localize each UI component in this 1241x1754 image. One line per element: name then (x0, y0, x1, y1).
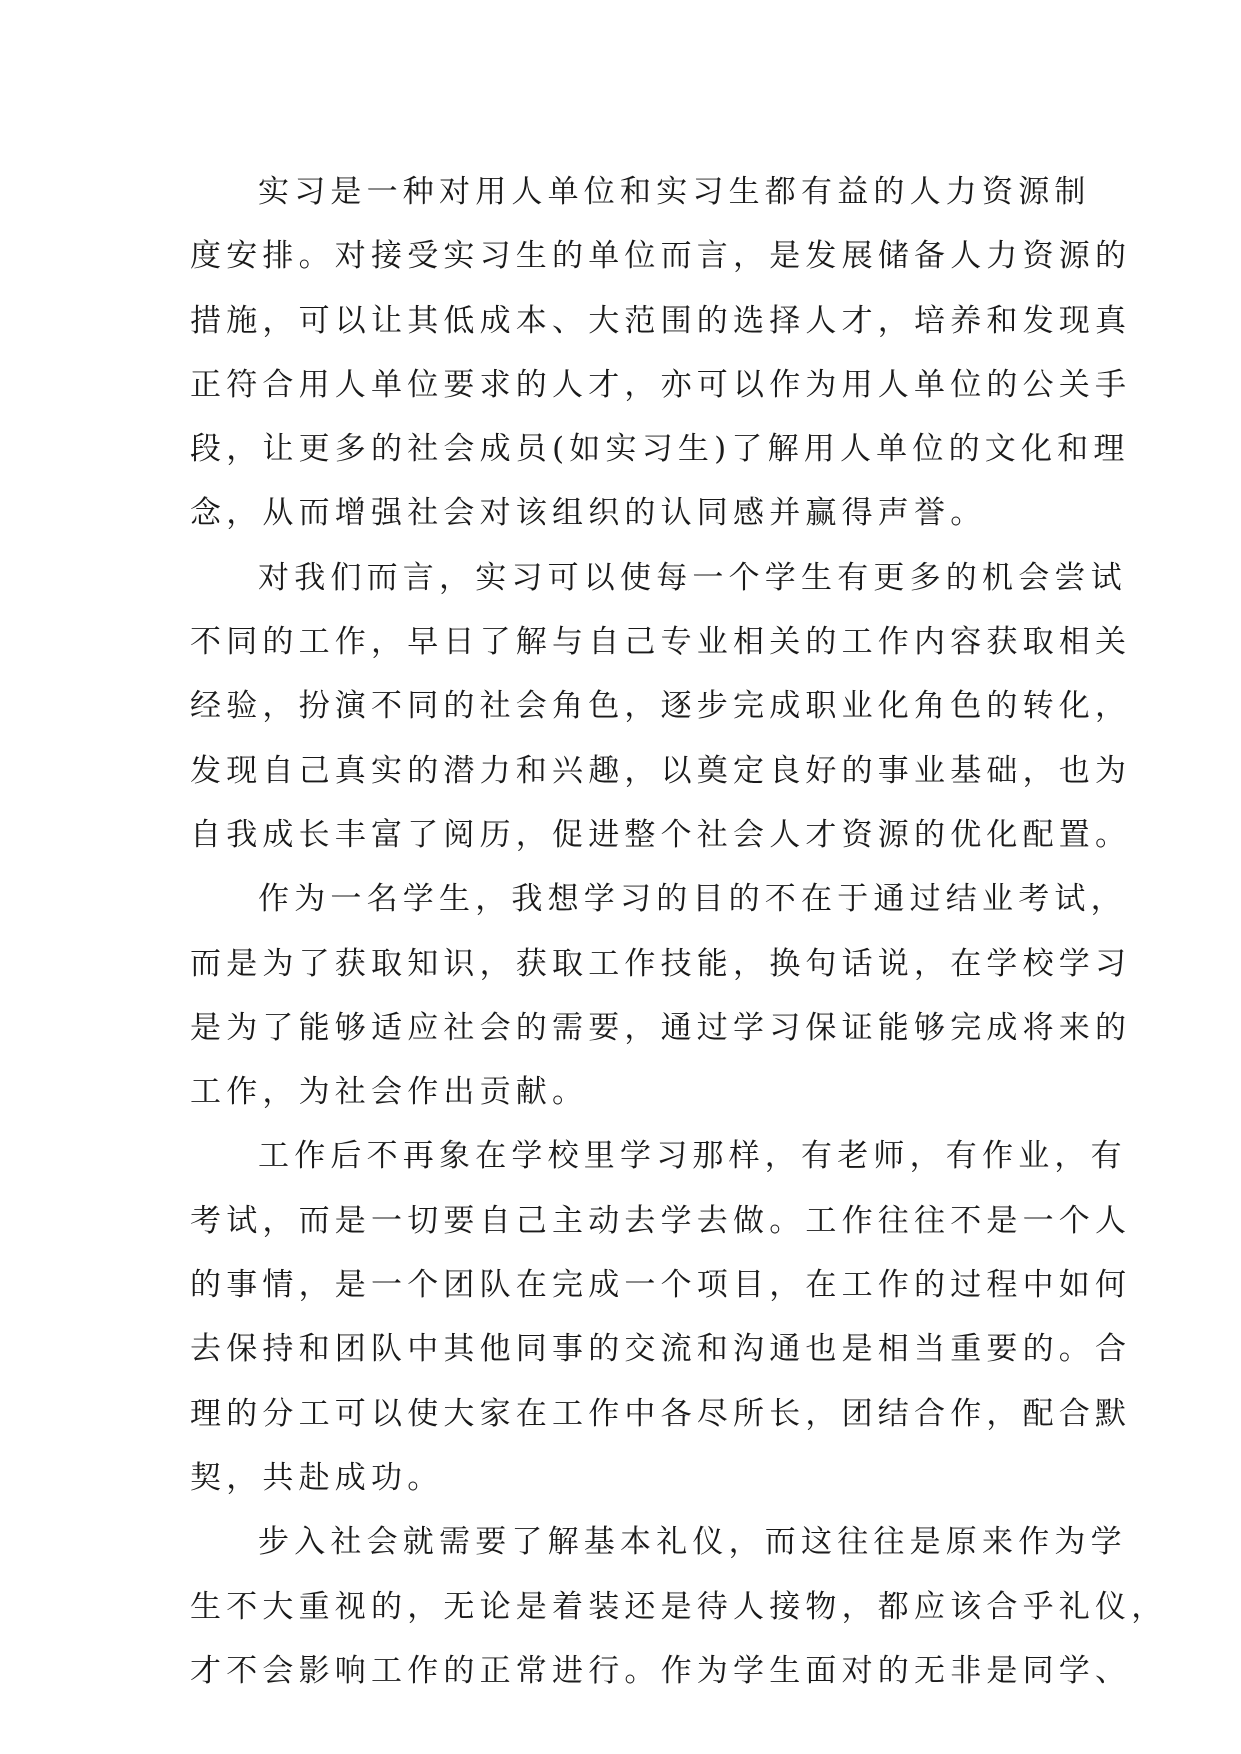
paragraph-1-line-4: 正符合用人单位要求的人才，亦可以作为用人单位的公关手 (190, 366, 1132, 403)
paragraph-4-line-1: 工作后不再象在学校里学习那样，有老师，有作业，有 (258, 1138, 1127, 1175)
paragraph-5-line-1: 步入社会就需要了解基本礼仪，而这往往是原来作为学 (258, 1524, 1127, 1561)
paragraph-3-line-4: 工作，为社会作出贡献。 (190, 1074, 589, 1111)
paragraph-1-line-2: 度安排。对接受实习生的单位而言，是发展储备人力资源的 (190, 238, 1132, 275)
paragraph-5-line-3: 才不会影响工作的正常进行。作为学生面对的无非是同学、 (190, 1652, 1132, 1689)
paragraph-4-line-6: 契，共赴成功。 (190, 1459, 444, 1496)
paragraph-3-line-3: 是为了能够适应社会的需要，通过学习保证能够完成将来的 (190, 1009, 1132, 1046)
paragraph-1-line-3: 措施，可以让其低成本、大范围的选择人才，培养和发现真 (190, 302, 1132, 339)
paragraph-4-line-4: 去保持和团队中其他同事的交流和沟通也是相当重要的。合 (190, 1331, 1132, 1368)
paragraph-2-line-1: 对我们而言，实习可以使每一个学生有更多的机会尝试 (258, 559, 1127, 596)
paragraph-2-line-3: 经验，扮演不同的社会角色，逐步完成职业化角色的转化， (190, 688, 1132, 725)
paragraph-2-line-4: 发现自己真实的潜力和兴趣，以奠定良好的事业基础，也为 (190, 752, 1132, 789)
paragraph-4-line-3: 的事情，是一个团队在完成一个项目，在工作的过程中如何 (190, 1267, 1132, 1304)
paragraph-1-line-6: 念，从而增强社会对该组织的认同感并赢得声誉。 (190, 495, 987, 532)
paragraph-2-line-2: 不同的工作，早日了解与自己专业相关的工作内容获取相关 (190, 624, 1132, 661)
paragraph-4-line-5: 理的分工可以使大家在工作中各尽所长，团结合作，配合默 (190, 1395, 1132, 1432)
document-body (190, 160, 1168, 1703)
paragraph-1-line-1: 实习是一种对用人单位和实习生都有益的人力资源制 (258, 174, 1091, 210)
paragraph-2-line-5: 自我成长丰富了阅历，促进整个社会人才资源的优化配置。 (190, 816, 1132, 853)
paragraph-1-line-5: 段，让更多的社会成员(如实习生)了解用人单位的文化和理 (190, 431, 1130, 468)
paragraph-3-line-2: 而是为了获取知识，获取工作技能，换句话说，在学校学习 (190, 945, 1132, 982)
paragraph-3-line-1: 作为一名学生，我想学习的目的不在于通过结业考试， (258, 881, 1127, 918)
paragraph-4-line-2: 考试，而是一切要自己主动去学去做。工作往往不是一个人 (190, 1202, 1132, 1239)
paragraph-5-line-2: 生不大重视的，无论是着装还是待人接物，都应该合乎礼仪， (190, 1588, 1168, 1625)
